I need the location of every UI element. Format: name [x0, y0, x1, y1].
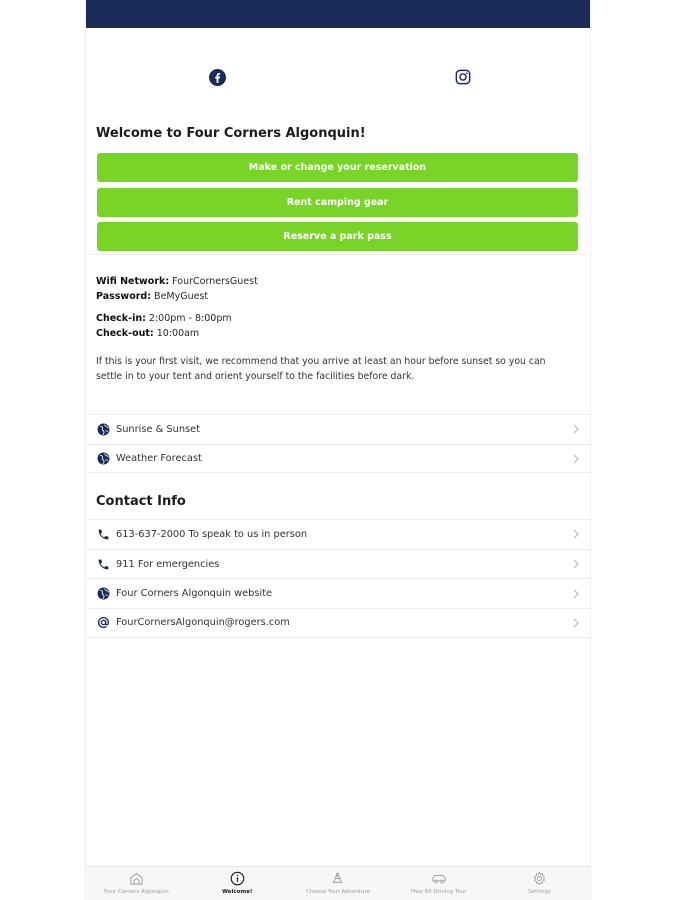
tab-welcome[interactable]	[187, 867, 288, 900]
checkout-line	[96, 326, 572, 341]
checkin-label: Check-in:	[96, 313, 146, 324]
car-icon	[431, 870, 447, 886]
password-value: BeMyGuest	[154, 291, 209, 302]
facebook-icon[interactable]	[208, 68, 226, 86]
chevron-right-icon	[572, 559, 580, 569]
tab-label: Welcome!	[221, 889, 253, 895]
email-link[interactable]	[86, 608, 590, 638]
info-icon	[229, 870, 245, 886]
contact-list	[86, 519, 590, 638]
link-label: Sunrise & Sunset	[116, 423, 200, 435]
welcome-title: Welcome to Four Corners Algonquin!	[96, 126, 366, 141]
wifi-value: FourCornersGuest	[172, 276, 258, 287]
instagram-icon[interactable]	[454, 68, 472, 86]
phone-main-link[interactable]	[86, 519, 590, 549]
contact-label: Four Corners Algonquin website	[116, 588, 273, 600]
tab-label: Choose Your Adventure	[305, 889, 370, 895]
link-label: Weather Forecast	[116, 453, 202, 465]
tab-label: Four Corners Algonquin	[104, 889, 169, 895]
checkout-value: 10:00am	[156, 328, 200, 339]
app-screen	[85, 0, 591, 900]
globe-icon	[96, 587, 110, 601]
phone-emergency-link[interactable]	[86, 549, 590, 579]
contact-label: 911 For emergencies	[116, 558, 220, 570]
weather-forecast-link[interactable]	[86, 444, 590, 474]
tab-bar	[86, 866, 590, 900]
at-icon	[96, 616, 110, 630]
checkout-label: Check-out:	[96, 328, 154, 339]
wifi-label: Wifi Network:	[96, 276, 170, 287]
wifi-line	[96, 274, 572, 289]
home-icon	[128, 870, 144, 886]
chevron-right-icon	[572, 618, 580, 628]
tab-label: Settings	[528, 889, 551, 895]
contact-label: FourCornersAlgonquin@rogers.com	[116, 617, 290, 629]
park-pass-button[interactable]: Reserve a park pass	[97, 222, 578, 251]
chevron-right-icon	[572, 454, 580, 464]
website-link[interactable]	[86, 578, 590, 608]
action-buttons	[97, 153, 578, 257]
adventure-icon	[330, 870, 346, 886]
weather-links	[86, 414, 590, 473]
tab-settings[interactable]	[489, 867, 590, 900]
globe-icon	[96, 452, 110, 466]
password-label: Password:	[96, 291, 152, 302]
gear-icon	[532, 870, 548, 886]
checkin-line	[96, 311, 572, 326]
chevron-right-icon	[572, 589, 580, 599]
globe-icon	[96, 422, 110, 436]
chevron-right-icon	[572, 424, 580, 434]
password-line	[96, 289, 572, 304]
first-visit-note: If this is your first visit, we recommend that you arrive at least an hour before sunset so you can settle in to your tent and orient yourself to the facilities before dark.	[96, 356, 546, 382]
phone-icon	[96, 527, 110, 541]
tab-four-corners[interactable]	[86, 867, 187, 900]
sunrise-sunset-link[interactable]	[86, 414, 590, 444]
phone-icon	[96, 557, 110, 571]
tab-adventure[interactable]	[288, 867, 389, 900]
checkin-value: 2:00pm - 8:00pm	[148, 313, 232, 324]
social-row	[86, 28, 590, 124]
contact-title: Contact Info	[96, 494, 186, 509]
tab-driving-tour[interactable]	[388, 867, 489, 900]
header-bar	[86, 0, 590, 28]
info-block	[96, 274, 572, 384]
reservation-button[interactable]: Make or change your reservation	[97, 153, 578, 182]
tab-label: Hwy 60 Driving Tour	[411, 889, 467, 895]
chevron-right-icon	[572, 529, 580, 539]
rent-gear-button[interactable]: Rent camping gear	[97, 188, 578, 217]
divider	[86, 254, 590, 255]
contact-label: 613-637-2000 To speak to us in person	[116, 528, 308, 540]
